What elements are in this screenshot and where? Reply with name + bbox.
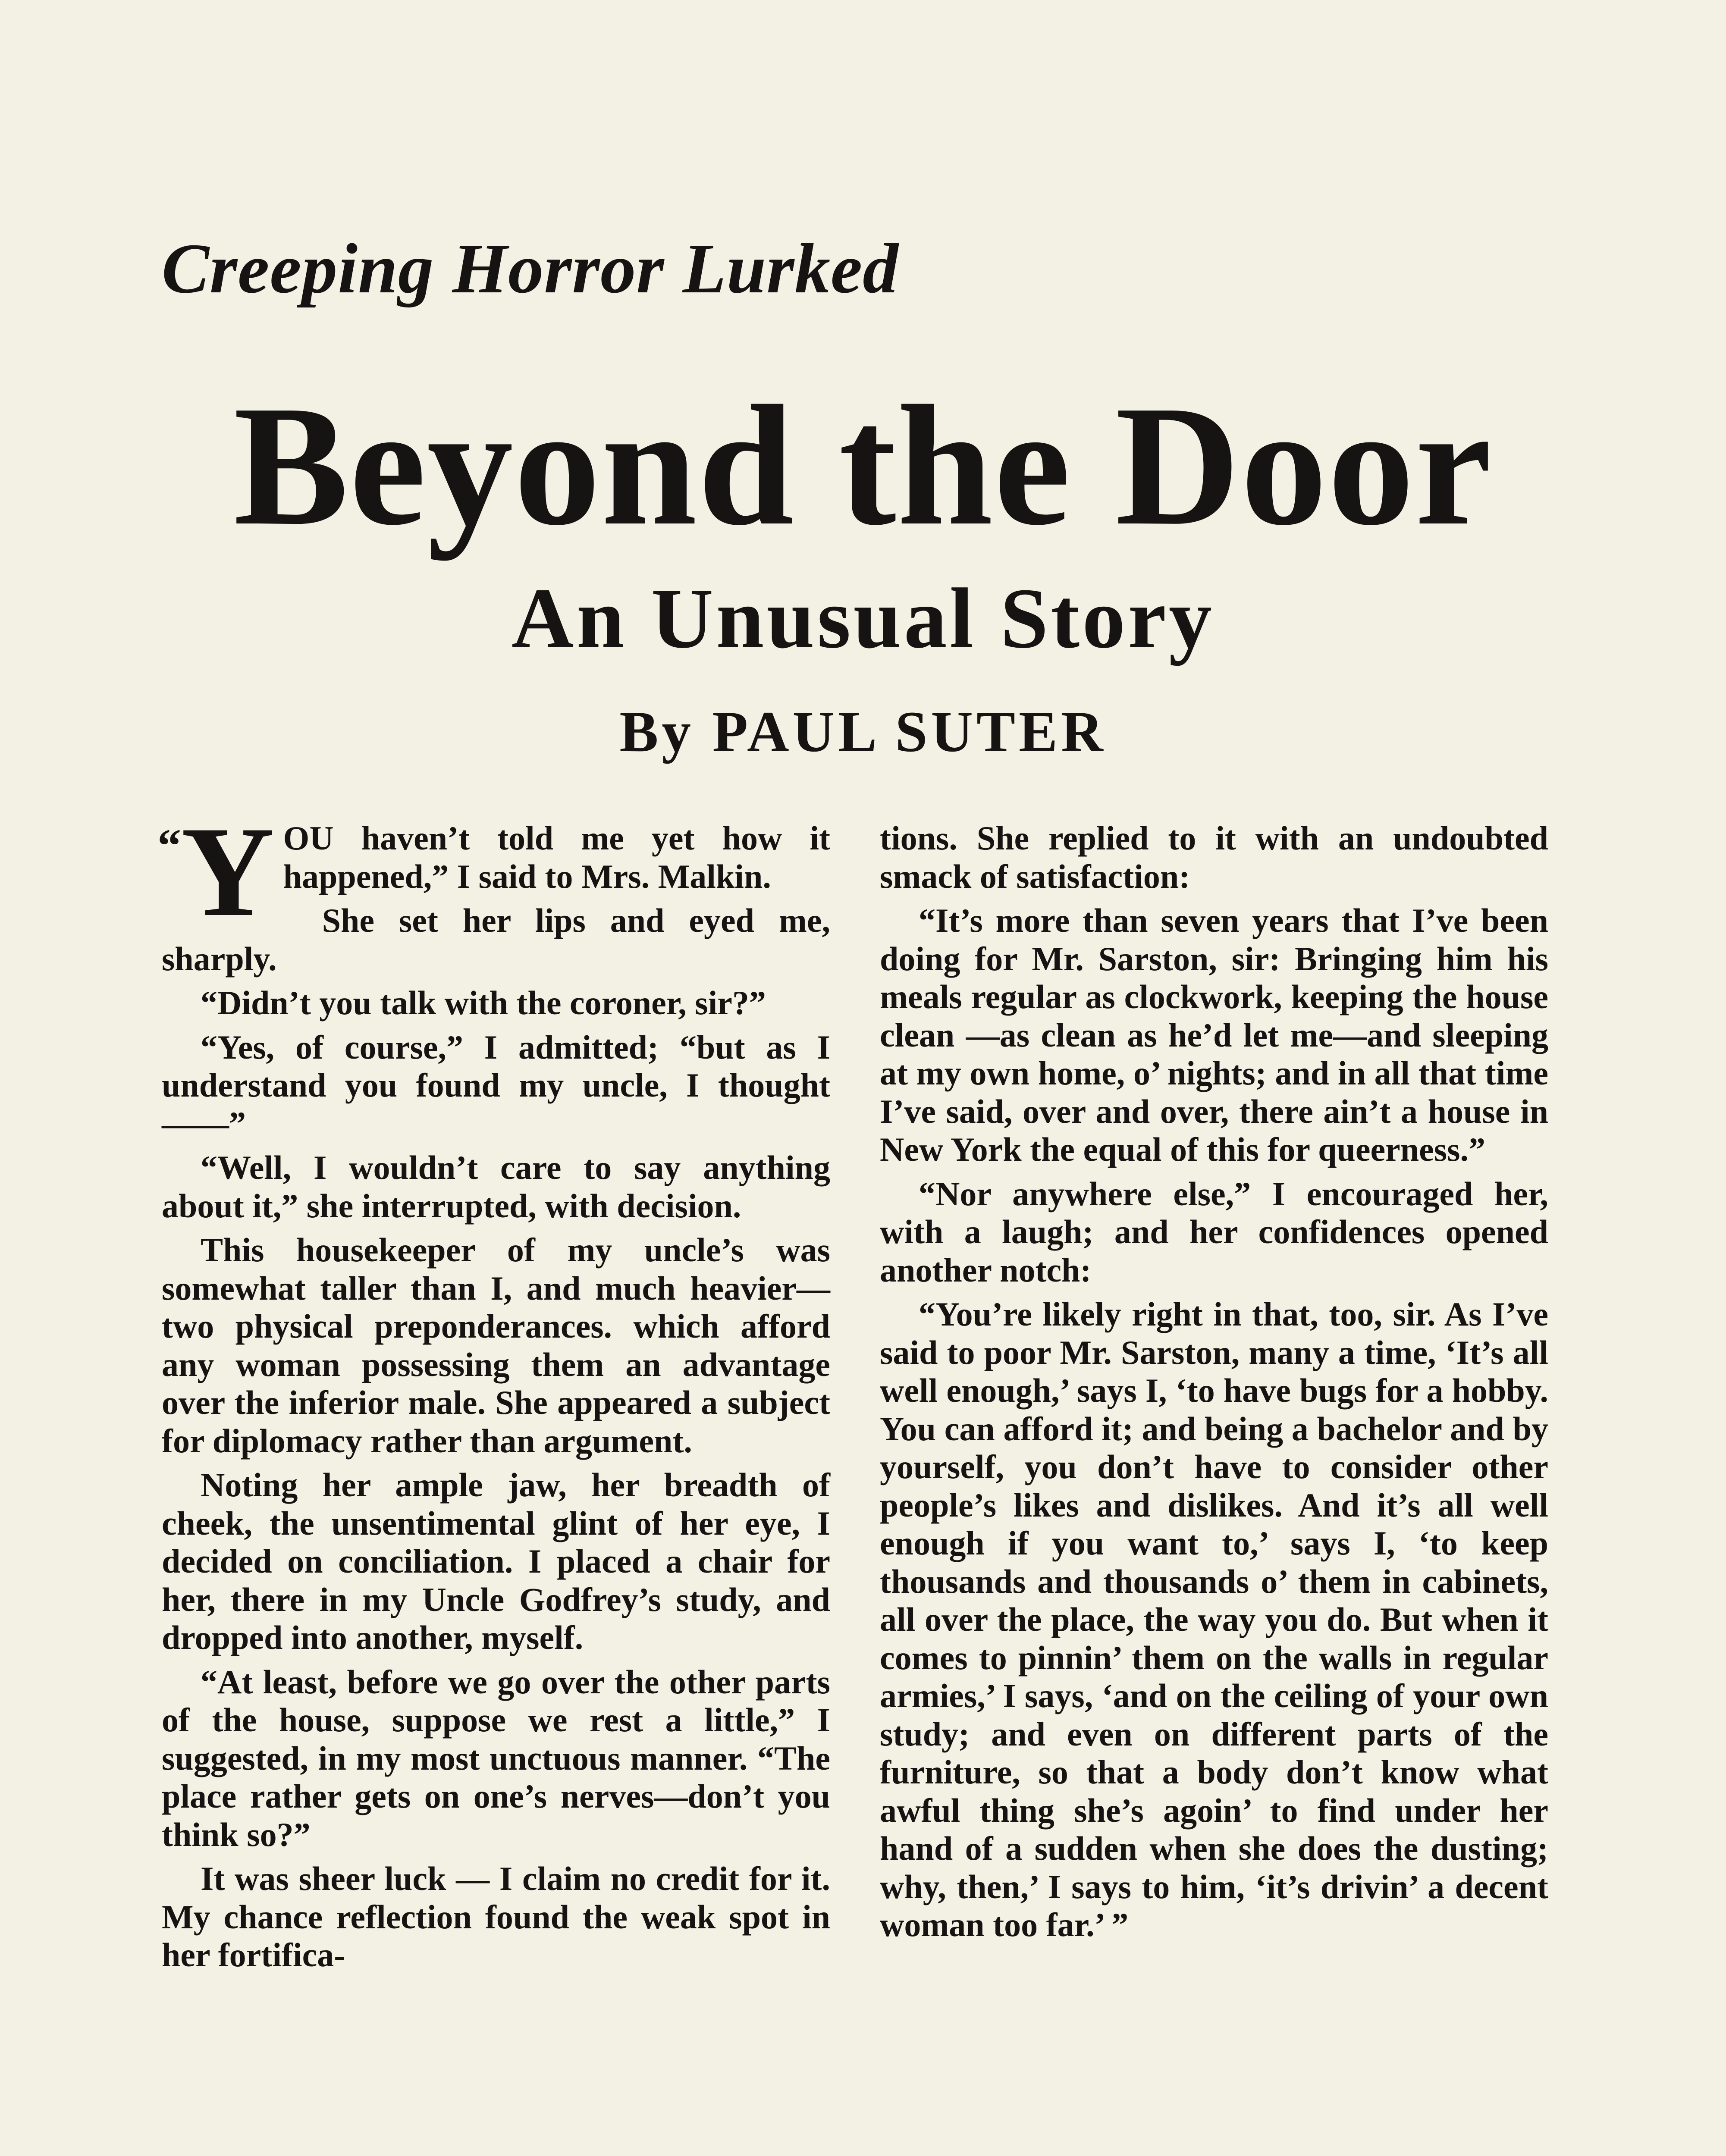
story-kicker: Creeping Horror Lurked [162, 229, 899, 308]
story-title: Beyond the Door [233, 370, 1493, 561]
paragraph: “Nor anywhere else,” I encouraged her, with a laugh; and her confidences opened another notch: [880, 1175, 1548, 1289]
text-column-left [157, 800, 830, 1981]
paragraph: “Yes, of course,” I admitted; “but as I understand you found my uncle, I thought——” [162, 1028, 830, 1142]
paragraph: tions. She replied to it with an undoubted smack of satisfaction: [880, 819, 1548, 895]
drop-cap: “Y [157, 800, 275, 943]
text-column-right [880, 819, 1548, 1950]
paragraph: “At least, before we go over the other parts of the house, suppose we rest a little,” I suggested, in my most unctuous manner. “The place rather gets on one’s nerves—don’t you think so?” [162, 1663, 830, 1853]
paragraph: “Well, I wouldn’t care to say anything about it,” she interrupted, with decision. [162, 1149, 830, 1225]
story-byline: By PAUL SUTER [619, 700, 1107, 764]
paragraph: “It’s more than seven years that I’ve been doing for Mr. Sarston, sir: Bringing him his meals regular as clockwork, keeping the house clean —as clean as he’d let me—and sleeping at my own home, o’ nights; and in all that time I’ve said, over and over, there ain’t a house in New York the equal of this for queerness.” [880, 902, 1548, 1168]
paragraph: “Y OU haven’t told me yet how it happened,” I said to Mrs. Malkin. [157, 800, 830, 943]
paragraph: She set her lips and eyed me, sharply. [162, 902, 830, 978]
paragraph: This housekeeper of my uncle’s was somewhat taller than I, and much heavier—two physical preponderances. which afford any woman possessing them an advantage over the inferior male. She appeared a subject for diplomacy rather than argument. [162, 1231, 830, 1460]
story-subtitle: An Unusual Story [512, 571, 1214, 666]
paragraph: It was sheer luck — I claim no credit for it. My chance reflection found the weak spot in her fortifica- [162, 1860, 830, 1974]
paragraph: “You’re likely right in that, too, sir. As I’ve said to poor Mr. Sarston, many a time, ‘It’s all well enough,’ says I, ‘to have bugs for a hobby. You can afford it; and being a bachelor and by yourself, you don’t have to consider other people’s likes and dislikes. And it’s all well enough if you want to,’ says I, ‘to keep thousands and thousands o’ them in cabinets, all over the place, the way you do. But when it comes to pinnin’ them on the walls in regular armies,’ I says, ‘and on the ceiling of your own study; and even on different parts of the furniture, so that a body don’t know what awful thing she’s agoin’ to find under her hand of a sudden when she does the dusting; why, then,’ I says to him, ‘it’s drivin’ a decent woman too far.’ ” [880, 1295, 1548, 1943]
paragraph: Noting her ample jaw, her breadth of cheek, the unsentimental glint of her eye, I decided on conciliation. I placed a chair for her, there in my Uncle Godfrey’s study, and dropped into another, myself. [162, 1466, 830, 1656]
paragraph: “Didn’t you talk with the coroner, sir?” [201, 984, 766, 1022]
